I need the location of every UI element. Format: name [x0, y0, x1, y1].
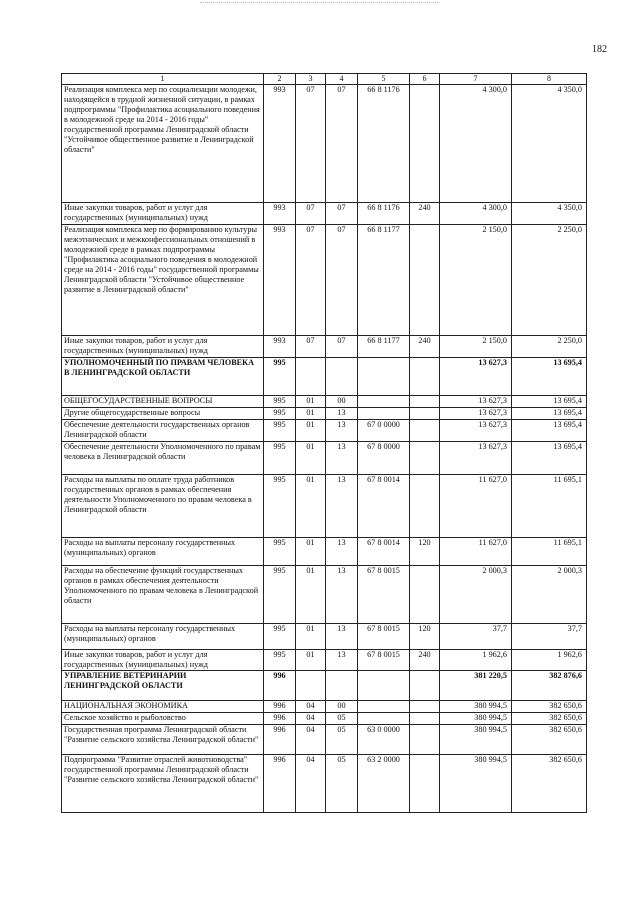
row-value-cell-c5 [358, 395, 410, 407]
row-name-cell: Расходы на выплаты персоналу государственных (муниципальных) органов [62, 537, 264, 565]
row-value-cell-c2: 995 [264, 649, 296, 670]
row-value-cell-c3: 07 [296, 224, 326, 335]
row-value-cell-c7: 13 627,3 [440, 407, 512, 419]
row-value-cell-c5 [358, 700, 410, 712]
row-value-cell-c4: 13 [326, 623, 358, 649]
row-value-cell-c3: 04 [296, 754, 326, 812]
row-name-cell: Сельское хозяйство и рыболовство [62, 712, 264, 724]
row-value-cell-c5 [358, 407, 410, 419]
table-row [62, 84, 587, 202]
table-row [62, 537, 587, 565]
row-value-cell-c5: 63 2 0000 [358, 754, 410, 812]
row-value-cell-c3: 07 [296, 84, 326, 202]
table-row [62, 419, 587, 441]
row-name-cell: Реализация комплекса мер по социализации молодежи, находящейся в трудной жизненной ситуации, в рамках подпрограммы "Профилактика асоциального поведения в молодежной среде на 2014 - 2016 годы" государственной программы Ленинградской области "Устойчивое общественное развитие в Ленинградской области" [62, 84, 264, 202]
column-header: 5 [358, 74, 410, 85]
row-value-cell-c4: 05 [326, 724, 358, 754]
table-header-row [62, 74, 587, 85]
row-value-cell-c7: 37,7 [440, 623, 512, 649]
row-value-cell-c6: 240 [410, 649, 440, 670]
row-value-cell-c5 [358, 357, 410, 395]
row-value-cell-c2: 995 [264, 357, 296, 395]
row-value-cell-c5: 66 8 1177 [358, 335, 410, 357]
row-value-cell-c4: 13 [326, 474, 358, 537]
table-row [62, 395, 587, 407]
row-value-cell-c4: 13 [326, 419, 358, 441]
row-value-cell-c7: 381 220,5 [440, 670, 512, 700]
row-value-cell-c6: 120 [410, 537, 440, 565]
table-row [62, 649, 587, 670]
page-number: 182 [592, 44, 607, 55]
column-header: 3 [296, 74, 326, 85]
row-value-cell-c4: 07 [326, 202, 358, 224]
row-value-cell-c6 [410, 224, 440, 335]
row-value-cell-c4: 13 [326, 565, 358, 623]
row-value-cell-c2: 993 [264, 224, 296, 335]
row-value-cell-c3: 01 [296, 474, 326, 537]
column-header: 2 [264, 74, 296, 85]
row-value-cell-c6 [410, 700, 440, 712]
row-value-cell-c2: 996 [264, 700, 296, 712]
row-value-cell-c6 [410, 84, 440, 202]
row-value-cell-c2: 995 [264, 441, 296, 474]
row-value-cell-c3: 01 [296, 419, 326, 441]
row-value-cell-c5: 67 8 0015 [358, 565, 410, 623]
scan-artifact [200, 2, 440, 4]
row-value-cell-c7: 13 627,3 [440, 419, 512, 441]
row-value-cell-c5: 67 8 0015 [358, 623, 410, 649]
row-value-cell-c7: 380 994,5 [440, 712, 512, 724]
table-row [62, 754, 587, 812]
row-value-cell-c7: 11 627,0 [440, 537, 512, 565]
row-value-cell-c5: 66 8 1177 [358, 224, 410, 335]
row-value-cell-c6 [410, 395, 440, 407]
row-value-cell-c2: 996 [264, 724, 296, 754]
row-value-cell-c3 [296, 357, 326, 395]
row-value-cell-c6 [410, 724, 440, 754]
row-value-cell-c7: 2 000,3 [440, 565, 512, 623]
row-value-cell-c8: 2 250,0 [512, 335, 587, 357]
row-value-cell-c7: 380 994,5 [440, 724, 512, 754]
table-row [62, 670, 587, 700]
row-value-cell-c7: 13 627,3 [440, 357, 512, 395]
row-value-cell-c4 [326, 357, 358, 395]
row-value-cell-c3: 01 [296, 537, 326, 565]
row-value-cell-c8: 2 000,3 [512, 565, 587, 623]
table-row [62, 712, 587, 724]
row-value-cell-c2: 995 [264, 419, 296, 441]
row-name-cell: Обеспечение деятельности Уполномоченного по правам человека в Ленинградской области [62, 441, 264, 474]
row-value-cell-c8: 382 650,6 [512, 754, 587, 812]
row-value-cell-c3: 01 [296, 649, 326, 670]
row-name-cell: Расходы на выплаты персоналу государственных (муниципальных) органов [62, 623, 264, 649]
row-name-cell: ОБЩЕГОСУДАРСТВЕННЫЕ ВОПРОСЫ [62, 395, 264, 407]
row-name-cell: Государственная программа Ленинградской области "Развитие сельского хозяйства Ленинградской области" [62, 724, 264, 754]
row-value-cell-c2: 996 [264, 712, 296, 724]
row-name-cell: Реализация комплекса мер по формированию культуры межэтнических и межконфессиональных отношений в молодежной среде в рамках подпрограммы "Профилактика асоциального поведения в молодежной среде на 2014 - 2016 годы" государственной программы Ленинградской области "Устойчивое общественное развитие в Ленинградской области" [62, 224, 264, 335]
row-value-cell-c8: 13 695,4 [512, 441, 587, 474]
row-value-cell-c3: 04 [296, 712, 326, 724]
row-value-cell-c6 [410, 670, 440, 700]
row-value-cell-c2: 995 [264, 565, 296, 623]
table-row [62, 623, 587, 649]
row-value-cell-c8: 11 695,1 [512, 537, 587, 565]
row-value-cell-c4 [326, 670, 358, 700]
column-header: 4 [326, 74, 358, 85]
row-value-cell-c5: 67 8 0000 [358, 441, 410, 474]
table-row [62, 724, 587, 754]
row-value-cell-c4: 13 [326, 537, 358, 565]
row-name-cell: Иные закупки товаров, работ и услуг для государственных (муниципальных) нужд [62, 649, 264, 670]
row-name-cell: Другие общегосударственные вопросы [62, 407, 264, 419]
table-row [62, 565, 587, 623]
budget-table [61, 73, 587, 813]
row-value-cell-c8: 382 650,6 [512, 712, 587, 724]
row-value-cell-c2: 996 [264, 670, 296, 700]
row-value-cell-c6 [410, 565, 440, 623]
row-value-cell-c3: 01 [296, 623, 326, 649]
row-value-cell-c7: 4 300,0 [440, 84, 512, 202]
row-value-cell-c8: 382 650,6 [512, 700, 587, 712]
row-value-cell-c8: 11 695,1 [512, 474, 587, 537]
row-value-cell-c3: 07 [296, 202, 326, 224]
table-row [62, 474, 587, 537]
row-value-cell-c3: 04 [296, 724, 326, 754]
row-value-cell-c2: 995 [264, 395, 296, 407]
row-value-cell-c3: 01 [296, 565, 326, 623]
row-value-cell-c8: 1 962,6 [512, 649, 587, 670]
row-value-cell-c2: 995 [264, 537, 296, 565]
row-value-cell-c2: 996 [264, 754, 296, 812]
row-value-cell-c5: 67 8 0014 [358, 474, 410, 537]
row-value-cell-c2: 993 [264, 84, 296, 202]
row-value-cell-c8: 13 695,4 [512, 357, 587, 395]
row-value-cell-c8: 382 650,6 [512, 724, 587, 754]
row-name-cell: НАЦИОНАЛЬНАЯ ЭКОНОМИКА [62, 700, 264, 712]
row-name-cell: Расходы на обеспечение функций государственных органов в рамках обеспечения деятельности Уполномоченного по правам человека в Ленинградской области [62, 565, 264, 623]
row-value-cell-c3: 01 [296, 395, 326, 407]
row-value-cell-c2: 995 [264, 407, 296, 419]
column-header: 7 [440, 74, 512, 85]
table-row [62, 335, 587, 357]
table-row [62, 407, 587, 419]
row-value-cell-c6 [410, 754, 440, 812]
row-value-cell-c5 [358, 712, 410, 724]
row-value-cell-c6 [410, 712, 440, 724]
row-value-cell-c2: 995 [264, 474, 296, 537]
row-value-cell-c5: 67 0 0000 [358, 419, 410, 441]
row-value-cell-c2: 995 [264, 623, 296, 649]
table-row [62, 441, 587, 474]
row-value-cell-c5: 66 8 1176 [358, 202, 410, 224]
row-value-cell-c4: 13 [326, 649, 358, 670]
row-value-cell-c6 [410, 357, 440, 395]
row-value-cell-c7: 11 627,0 [440, 474, 512, 537]
row-value-cell-c8: 382 876,6 [512, 670, 587, 700]
row-value-cell-c3: 01 [296, 407, 326, 419]
row-value-cell-c6 [410, 407, 440, 419]
row-value-cell-c8: 37,7 [512, 623, 587, 649]
row-name-cell: Иные закупки товаров, работ и услуг для государственных (муниципальных) нужд [62, 335, 264, 357]
row-name-cell: Подпрограмма "Развитие отраслей животноводства" государственной программы Ленинградской области "Развитие сельского хозяйства Ленинградской области" [62, 754, 264, 812]
row-value-cell-c8: 2 250,0 [512, 224, 587, 335]
row-value-cell-c4: 07 [326, 335, 358, 357]
row-value-cell-c2: 993 [264, 202, 296, 224]
row-value-cell-c5 [358, 670, 410, 700]
row-value-cell-c8: 13 695,4 [512, 395, 587, 407]
row-value-cell-c4: 05 [326, 754, 358, 812]
table-row [62, 357, 587, 395]
row-value-cell-c2: 993 [264, 335, 296, 357]
row-value-cell-c7: 13 627,3 [440, 395, 512, 407]
row-value-cell-c3: 07 [296, 335, 326, 357]
row-value-cell-c7: 380 994,5 [440, 754, 512, 812]
row-value-cell-c7: 13 627,3 [440, 441, 512, 474]
row-name-cell: Расходы на выплаты по оплате труда работников государственных органов в рамках обеспечения деятельности Уполномоченного по правам человека в Ленинградской области [62, 474, 264, 537]
row-value-cell-c5: 67 8 0015 [358, 649, 410, 670]
row-value-cell-c4: 07 [326, 224, 358, 335]
row-value-cell-c6: 240 [410, 202, 440, 224]
row-value-cell-c4: 13 [326, 407, 358, 419]
row-value-cell-c3: 01 [296, 441, 326, 474]
row-value-cell-c8: 13 695,4 [512, 419, 587, 441]
row-name-cell: Обеспечение деятельности государственных органов Ленинградской области [62, 419, 264, 441]
column-header: 6 [410, 74, 440, 85]
table-row [62, 202, 587, 224]
row-name-cell: УПОЛНОМОЧЕННЫЙ ПО ПРАВАМ ЧЕЛОВЕКА В ЛЕНИНГРАДСКОЙ ОБЛАСТИ [62, 357, 264, 395]
row-value-cell-c4: 00 [326, 700, 358, 712]
row-value-cell-c8: 4 350,0 [512, 202, 587, 224]
row-value-cell-c6 [410, 419, 440, 441]
row-value-cell-c6 [410, 474, 440, 537]
row-value-cell-c4: 05 [326, 712, 358, 724]
row-value-cell-c5: 63 0 0000 [358, 724, 410, 754]
row-value-cell-c4: 00 [326, 395, 358, 407]
row-value-cell-c7: 2 150,0 [440, 224, 512, 335]
row-value-cell-c5: 67 8 0014 [358, 537, 410, 565]
row-value-cell-c6 [410, 441, 440, 474]
table-row [62, 700, 587, 712]
row-name-cell: УПРАВЛЕНИЕ ВЕТЕРИНАРИИ ЛЕНИНГРАДСКОЙ ОБЛАСТИ [62, 670, 264, 700]
row-value-cell-c8: 13 695,4 [512, 407, 587, 419]
row-value-cell-c3 [296, 670, 326, 700]
row-value-cell-c7: 1 962,6 [440, 649, 512, 670]
row-value-cell-c6: 120 [410, 623, 440, 649]
row-value-cell-c7: 2 150,0 [440, 335, 512, 357]
row-value-cell-c5: 66 8 1176 [358, 84, 410, 202]
table-row [62, 224, 587, 335]
column-header: 8 [512, 74, 587, 85]
row-value-cell-c3: 04 [296, 700, 326, 712]
row-value-cell-c7: 4 300,0 [440, 202, 512, 224]
row-value-cell-c7: 380 994,5 [440, 700, 512, 712]
row-value-cell-c4: 13 [326, 441, 358, 474]
column-header: 1 [62, 74, 264, 85]
row-value-cell-c4: 07 [326, 84, 358, 202]
row-value-cell-c6: 240 [410, 335, 440, 357]
row-name-cell: Иные закупки товаров, работ и услуг для государственных (муниципальных) нужд [62, 202, 264, 224]
row-value-cell-c8: 4 350,0 [512, 84, 587, 202]
